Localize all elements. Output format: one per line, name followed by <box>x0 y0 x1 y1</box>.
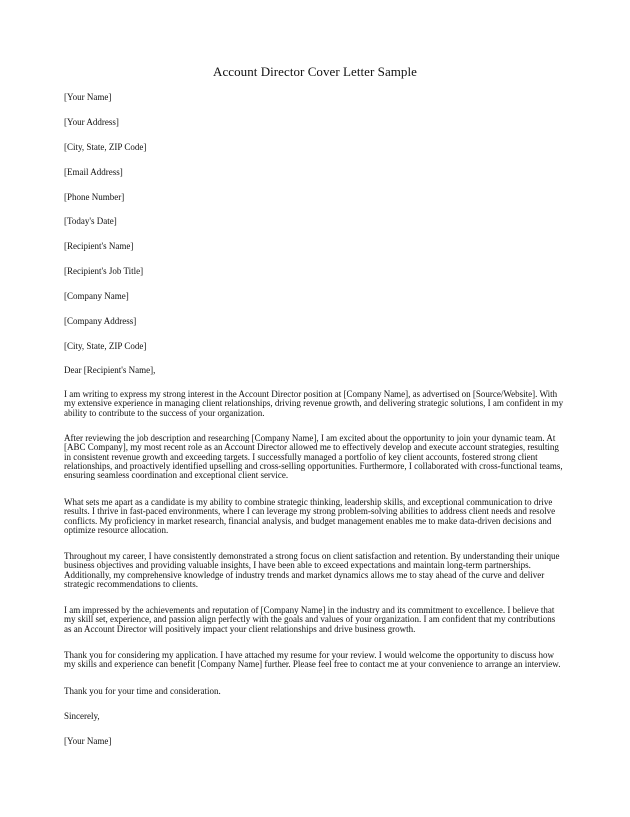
body-paragraph: I am writing to express my strong interest in the Account Director position at [Company Name], as advertised on [Source/Website]. With my extensive experience in managing client relationships, driving revenue growth, and delivering strategic solutions, I am confident in my ability to contribute to the success of your organization. <box>64 389 564 418</box>
letter-date: [Today's Date] <box>64 216 117 226</box>
body-paragraph: After reviewing the job description and researching [Company Name], I am excited about the opportunity to join your dynamic team. At [ABC Company], my most recent role as an Account Director allowed me to effectively develop and execute account strategies, resulting in consistent revenue growth and exceeding targets. I successfully managed a portfolio of key client accounts, fostered strong client relationships, and proactively identified upselling and cross-selling opportunities. Furthermore, I collaborated with cross-functional teams, ensuring seamless coordination and exceptional client service. <box>64 433 563 481</box>
sign-off: Sincerely, <box>64 711 100 721</box>
document-title: Account Director Cover Letter Sample <box>213 64 417 79</box>
closing-thanks: Thank you for your time and consideration. <box>64 686 221 696</box>
recipient-company: [Company Name] <box>64 291 129 301</box>
sender-city-state-zip: [City, State, ZIP Code] <box>64 142 147 152</box>
sender-name: [Your Name] <box>64 92 112 102</box>
sender-email: [Email Address] <box>64 167 123 177</box>
body-paragraph: I am impressed by the achievements and reputation of [Company Name] in the industry and its commitment to excellence. I believe that my skill set, experience, and passion align perfectly with the goals and values of your organization. I am confident that my contributions as an Account Director will positively impact your client relationships and drive business growth. <box>64 605 556 634</box>
body-paragraph: What sets me apart as a candidate is my ability to combine strategic thinking, leadership skills, and exceptional communication to drive results. I thrive in fast-paced environments, where I can leverage my strong problem-solving abilities to address client needs and resolve conflicts. My proficiency in market research, financial analysis, and budget management enables me to make data-driven decisions and optimize resource allocation. <box>64 497 556 535</box>
body-paragraph: Thank you for considering my application. I have attached my resume for your review. I would welcome the opportunity to discuss how my skills and experience can benefit [Company Name] further. Please feel free to contact me at your convenience to arrange an interview. <box>64 650 561 670</box>
recipient-job-title: [Recipient's Job Title] <box>64 266 144 276</box>
signature-name: [Your Name] <box>64 736 112 746</box>
recipient-name: [Recipient's Name] <box>64 241 134 251</box>
recipient-city-state-zip: [City, State, ZIP Code] <box>64 341 147 351</box>
recipient-address: [Company Address] <box>64 316 137 326</box>
salutation: Dear [Recipient's Name], <box>64 365 156 375</box>
sender-phone: [Phone Number] <box>64 192 125 202</box>
body-paragraph: Throughout my career, I have consistently demonstrated a strong focus on client satisfaction and retention. By understanding their unique business objectives and providing valuable insights, I have been able to exceed expectations and maintain long-term partnerships. Additionally, my comprehensive knowledge of industry trends and market dynamics allows me to stay ahead of the curve and deliver strategic recommendations to clients. <box>64 551 560 589</box>
sender-address: [Your Address] <box>64 117 119 127</box>
